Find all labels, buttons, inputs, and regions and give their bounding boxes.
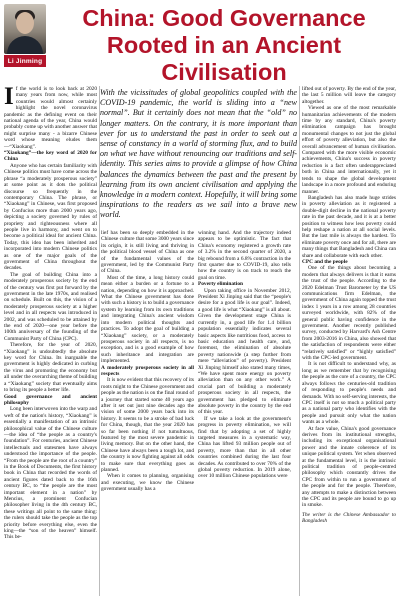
paragraph: lifted out of poverty. By the end of the year, the last 5 million will leave the category altogether. bbox=[302, 86, 396, 105]
portrait-shoulders bbox=[7, 36, 43, 54]
paragraph bbox=[4, 83, 97, 150]
article-column-4 bbox=[302, 86, 396, 524]
section-subheading: CPC and the people bbox=[302, 258, 348, 265]
paragraph-text: f the world is to look back at 2020 many years from now, while most countries would almost certainly highlight the novel coronavirus pandemic as the defining event on their national agenda of the year, China would probably come up with another answer that might surprise many - a bizarre Chinese word whose meaning eludes them—“Xiaokang”. bbox=[4, 86, 97, 150]
author-note: The writer is the Chinese Ambassador to Bangladesh bbox=[302, 511, 396, 525]
article-header bbox=[0, 0, 400, 85]
pull-quote: With the vicissitudes of global geopolitics coupled with the COVID-19 pandemic, the world is sliding into a “new normal”. But it certainly does not mean that the “old” no longer matters. On the contrary, it is more important than ever for us to understand the past in order to seek out a sense of constancy in a world of storming flux, and to build on what we have without renouncing our traditions and self-identity. This series aims to provide a glimpse of how China balances the dynamics between the past and the present by learning from its own ancient civilisation and applying the knowledge in a modern context. Hopefully, it will bring some inspirations to the readers as we sail into a brave new world. bbox=[100, 88, 297, 220]
section-subheading: Poverty elimination bbox=[198, 281, 243, 288]
paragraph: Anyone who has certain familiarity with Chinese politics must have come across the phrase “a moderately prosperous society” at some point as it dots the political discourse so frequently in the contemporary China. The phrase, or “Xiaokang” in Chinese, was first proposed by Confucius more than 2000 years ago, depicting a society governed by rules of propriety and righteousness where all people live in harmony, and went on to become a political ideal for ancient China. Today, this idea has been inherited and incorporated into modern Chinese politics as one of the major goals of the government of China throughout the decades. bbox=[4, 162, 97, 272]
article-title: China: Good Governance Rooted in an Ancient Civilisation bbox=[82, 5, 366, 85]
paragraph: Upon taking office in November 2012, President Xi Jinping said that the “people's desire for a good life is our goal”. Indeed, a good life is what “Xiaokang” is all about. Given the development stage China is currently in, a good life for 1.4 billion population essentially indicates several basic aspects like nutritious food, access to basic education and health care, and, foremost, the elimination of absolute poverty nationwide (a step further from mere “alleviation” of poverty). President Xi Jinping himself also stated many times, “We have spent more energy on poverty alleviation than on any other work.” A crucial part of building a moderately prosperous society in all respects, the government has pledged to eliminate absolute poverty in the country by the end of this year. bbox=[198, 287, 291, 416]
portrait-face bbox=[16, 12, 34, 34]
paragraph: Therefore, for the year of 2020, “Xiaokang” is undoubtedly the absolute key word for China. Its inarguable the government is highly dedicated in curbing the virus and promoting the economy but all under the overarching theme of building a “Xiaokang” society that eventually aims to bring its people a better life. bbox=[4, 342, 97, 394]
author-name-bar bbox=[4, 55, 46, 67]
paragraph: If we take a look at the government's progress in poverty elimination, we will find that by adopting a set of highly targeted measures in a systematic way, China has lifted 93 million people out of poverty, more than that in all other countries combined during the last four decades. As contributed to over 70% of the global poverty reduction. In 2019 alone, over 10 million Chinese populations were bbox=[198, 415, 291, 480]
paragraph: One of the things about becoming a modern that always delivers is that it earns the trust of the people. According to the 2020 Edelman Trust Barometer by the US communications firm Edelman, the government of China again topped the trust index 1 years in a row among 28 countries surveyed worldwide, with 82% of the general public having confidence in the government. Another recently published survey, conducted by Harvard's Ash Centre from 2003-2016 in China, also showed that the satisfaction of respondents were either “relatively satisfied” or “highly satisfied” with the CPC-led government. bbox=[302, 265, 396, 362]
paragraph: Most of the time, a long history could mean either a burden or a fortune to a nation, depending on how it is approached. What the Chinese government has done with such a history is to build a governance system by learning from its own traditions and integrating China's ancient wisdom into modern political thoughts and practices. To adopt the goal of building a “Xiaokang” society, or a moderately prosperous society in all respects, is no exception, and is a good example of how such inheritance and integration are implemented. bbox=[101, 274, 194, 365]
author-portrait bbox=[4, 4, 46, 54]
paragraph: Long been interwoven into the warp and weft of the nation's history, “Xiaokang” is essentially a manifestation of an intrinsic philosophical value of the Chinese culture—the idea of “the people as a country's foundation”. For centuries, ancient Chinese intellectuals and statesmen have always understood the importance of the people. “From the people are the root of a country” in the Book of Documents, the first history book in China that recorded the words of ancient figures dated back to the 16th century BC, to “the people are the most important element in a nation” by Mencius, a prominent Confucian philosopher living in the 4th century BC, these writings all point to the same thing: the rulers should take the people as the top priority before everything else, even the king—the “son of the heaven” himself. This be- bbox=[4, 406, 97, 541]
paragraph: The goal of building China into a moderately prosperous society by the end of the century was first put forward by the government in the late 1970s, and realised on schedule. Built on this, the vision of a moderately prosperous society at a higher level and in all respects was introduced in 2002, and was scheduled to be attained by the end of 2020—one year before the 100th anniversary of the founding of the Communist Party of China (CPC). bbox=[4, 271, 97, 342]
paragraph: It is not difficult to understand why, as long as we remember that by recognising the people as the core of a country, the CPC always follows the centuries-old tradition of responding to people's needs and demands. With no self-serving interests, the CPC itself is not so much a political party as a national party who identifies with the people and pursuit only what the nation wants as a whole. bbox=[302, 361, 396, 426]
drop-cap: I bbox=[4, 83, 14, 110]
paragraph: At face value, China's good governance derives from its institutional strengths, including its exceptional organisational power and the innate coherence of its unique political system. Yet when observed at the fundamental level, it is the intrinsic political tradition of people-centred philosophy which constantly drives the CPC from within to run a government of the people and for the people. Therefore, any attempts to make a distinction between the CPC and its people are bound to go up in smoke. bbox=[302, 425, 396, 509]
paragraph: Bangladesh has also made huge strides in poverty alleviation as it registered a double-digit decline in the national poverty rate in the past decade, and it is at a better position to witness how less poverty could help reshape a nation at all social levels. But the last mile is always the hardest. To eliminate poverty once and for all, there are many things that Bangladesh and China can share and collaborate with each other. bbox=[302, 194, 396, 259]
paragraph: It is now evident that this recovery of its roots might to the Chinese government and people as the nation is on the final round of a journey that started some 40 years ago after it set out just nine decades ago the vision of some 2000 years back into its history. It seems to be a stroke of bad luck for China, though, that the year 2020 has so far been nothing if not tumultuous, featured by the most severe pandemic in living memory. But on the other hand, the Chinese have always been a tough lot, and the country is now fighting against all odds to make sure that everything goes as planned. bbox=[101, 377, 194, 474]
column-divider bbox=[299, 86, 300, 596]
paragraph: When it comes to planning, organising and executing, we know the Chinese government usually has a bbox=[101, 473, 194, 493]
paragraph: winning hand. And the trajectory indeed appears to be optimistic. The fact that China's economy registered a growth rate of 3.2% in the second quarter of 2020, a big rebound from a 6.8% contraction in the first quarter due to COVID-19, also tells how the country is on track to reach the goal on time. bbox=[198, 230, 291, 281]
section-subheading: “Xiaokang”—the key word of 2020 for China bbox=[4, 150, 97, 163]
article-column-2 bbox=[101, 230, 194, 493]
article-column-3 bbox=[198, 230, 291, 480]
section-subheading: A moderately prosperous society in all respects bbox=[101, 364, 194, 377]
paragraph: lief has been so deeply embedded in the Chinese culture that some 3000 years since its origin, it is still living and thriving in the political blood vessel of China as one of the fundamental values of the government, led by the Communist Party of China. bbox=[101, 230, 194, 275]
article-column-1 bbox=[4, 83, 97, 541]
paragraph: Viewed as one of the most remarkable humanitarian achievements of the modern time by any standard, China's poverty elimination campaign has brought monumental changes to not just the global effort of poverty alleviation, but also the overall advancement of human civilisation. Compared with the more visible economic achievements, China's success in poverty reduction is a fact often underappreciated both in China and internationally, yet it tends to shape the global development landscape in a more profound and enduring manner. bbox=[302, 105, 396, 195]
section-subheading: Good governance and ancient philosophy bbox=[4, 393, 97, 406]
author-name: Li Jinming bbox=[7, 57, 43, 65]
